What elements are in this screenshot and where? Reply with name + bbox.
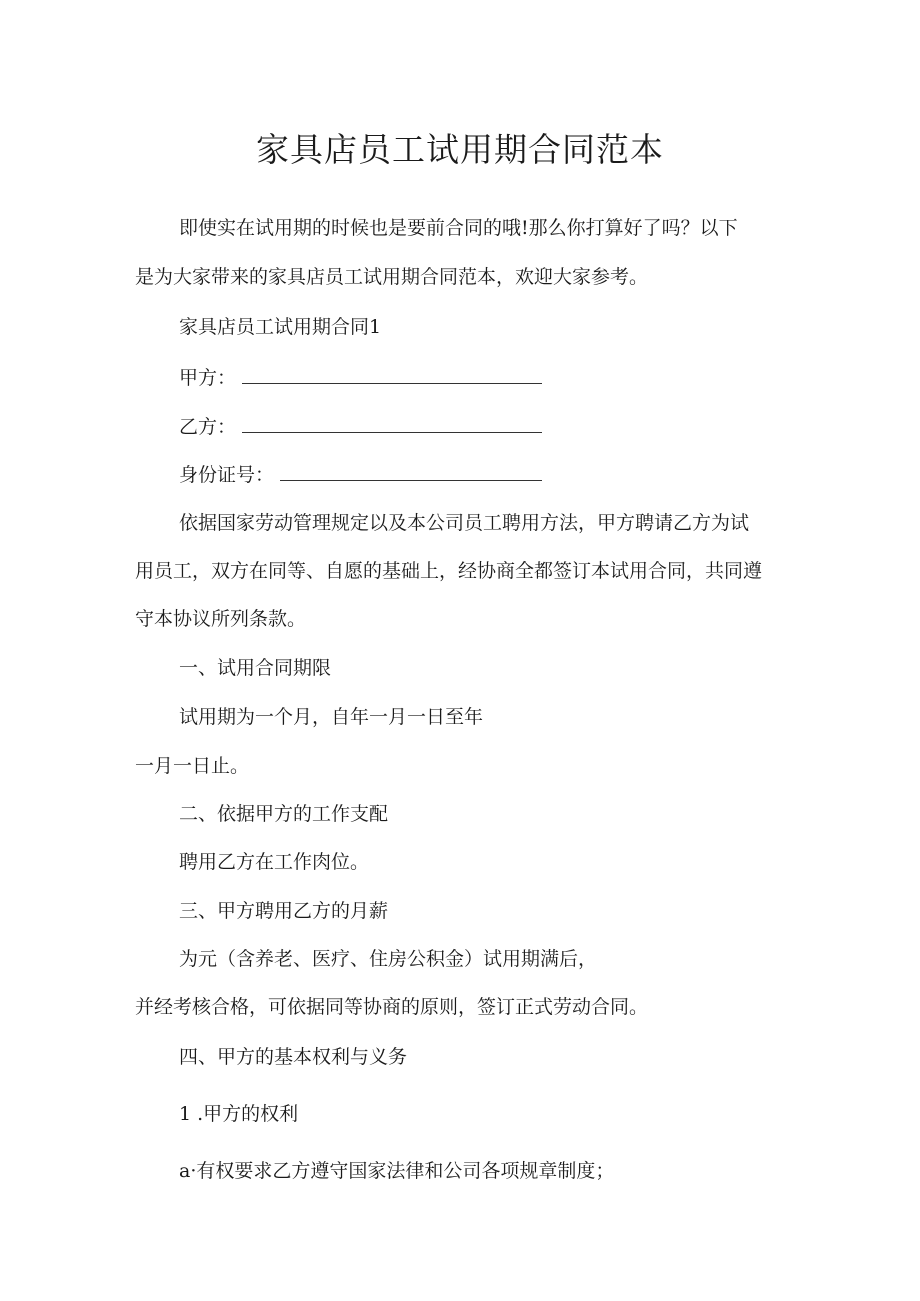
id-number-label: 身份证号： (179, 464, 275, 486)
party-a-row (179, 363, 542, 392)
document-title: 家具店员工试用期合同范本 (256, 130, 664, 169)
contract-heading: 家具店员工试用期合同1 (179, 316, 382, 338)
item-1-heading: 1 .甲方的权利 (179, 1103, 299, 1125)
intro-line-1: 即使实在试用期的时候也是要前合同的哦!那么你打算好了吗？以下 (179, 217, 738, 239)
intro-line-2: 是为大家带来的家具店员工试用期合同范本，欢迎大家参考。 (135, 266, 649, 288)
section-1-line-2: 一月一日止。 (135, 755, 250, 777)
section-3-line-2: 并经考核合格，可依据同等协商的原则，签订正式劳动合同。 (135, 996, 649, 1018)
id-number-row (179, 460, 542, 489)
party-a-blank (242, 363, 542, 384)
preamble-line-1: 依据国家劳动管理规定以及本公司员工聘用方法，甲方聘请乙方为试 (179, 512, 750, 534)
party-b-row (179, 412, 542, 441)
preamble-line-3: 守本协议所列条款。 (135, 608, 307, 630)
section-3-line-1: 为元（含养老、医疗、住房公积金）试用期满后， (179, 948, 598, 970)
party-b-blank (242, 412, 542, 433)
section-2-line-1: 聘用乙方在工作肉位。 (179, 851, 370, 873)
party-a-label: 甲方： (179, 367, 237, 389)
id-number-blank (280, 460, 542, 481)
section-2-heading: 二、依据甲方的工作支配 (179, 803, 389, 825)
section-1-line-1: 试用期为一个月，自年一月一日至年 (179, 706, 484, 728)
section-1-heading: 一、试用合同期限 (179, 657, 332, 679)
section-4-heading: 四、甲方的基本权利与义务 (179, 1046, 408, 1068)
section-3-heading: 三、甲方聘用乙方的月薪 (179, 900, 389, 922)
party-b-label: 乙方： (179, 416, 237, 438)
item-a: a·有权要求乙方遵守国家法律和公司各项规章制度； (179, 1160, 615, 1182)
preamble-line-2: 用员工，双方在同等、自愿的基础上，经协商全都签订本试用合同，共同遵 (135, 560, 763, 582)
